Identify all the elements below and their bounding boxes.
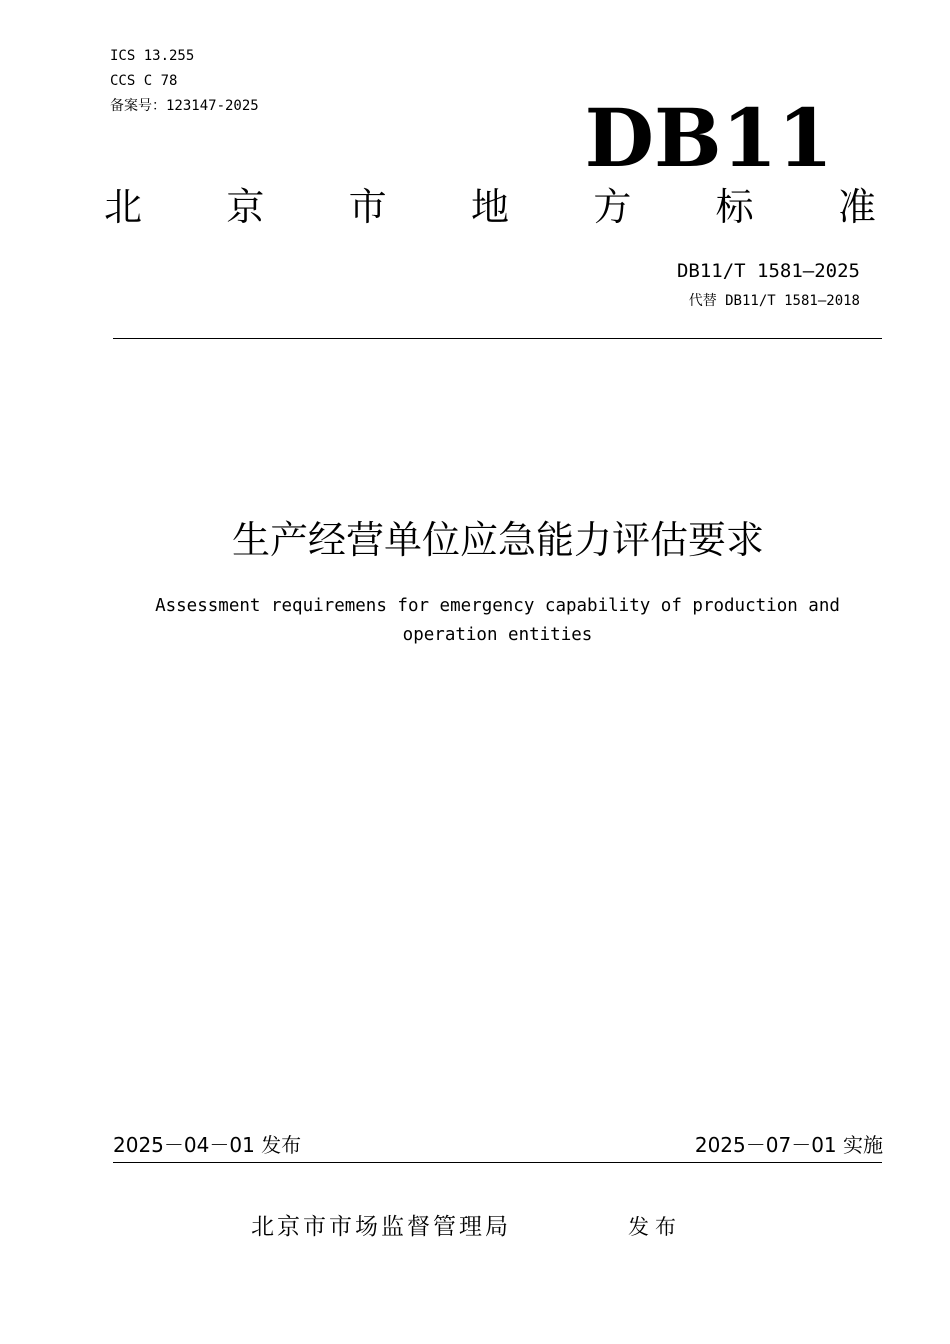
standard-type-heading [104, 185, 876, 229]
top-divider [113, 338, 882, 339]
standard-type-char: 方 [593, 185, 632, 229]
db11-logo: DB11 [584, 91, 833, 185]
standard-type-char: 标 [715, 185, 754, 229]
title-english: Assessment requiremens for emergency capability of production and operation entities [155, 596, 840, 645]
issuing-authority: 北京市市场监督管理局 [251, 1214, 511, 1240]
implementation-date: 2025－07－01 实施 [694, 1133, 883, 1157]
filing-number: 备案号：123147-2025 [110, 98, 259, 114]
bottom-divider [113, 1162, 882, 1163]
title-chinese: 生产经营单位应急能力评估要求 [231, 518, 764, 562]
issuing-action: 发布 [628, 1215, 682, 1239]
standard-type-char: 市 [348, 185, 387, 229]
ics-code: ICS 13.255 [110, 48, 195, 64]
standard-type-char: 北 [104, 185, 143, 229]
standard-type-char: 地 [470, 185, 509, 229]
standard-type-char: 京 [226, 185, 265, 229]
issue-date: 2025－04－01 发布 [113, 1133, 302, 1157]
standard-number: DB11/T 1581—2025 [676, 260, 860, 282]
ccs-code: CCS C 78 [110, 73, 178, 89]
replaces-standard: 代替 DB11/T 1581—2018 [688, 293, 860, 309]
standard-type-char: 准 [837, 185, 876, 229]
